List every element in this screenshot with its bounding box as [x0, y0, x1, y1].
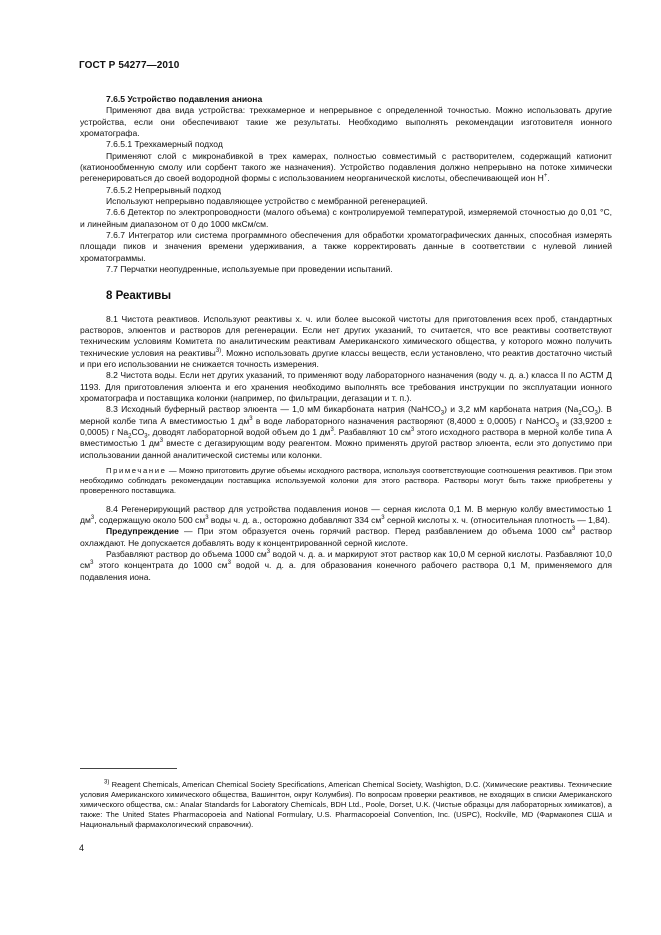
paragraph-8-2: 8.2 Чистота воды. Если нет других указаний, то применяют воду лабораторного назначения (воду ч. д. а.) класса II по АСТМ Д 1193. Для приготовления элюента и его хранения необходимо выполнять все требования инструкции по эксплуатации ионного хроматографа и поставщика колонки (например, по фильтрации, дегазации и т. п.).: [80, 370, 612, 403]
paragraph-8-3: 8.3 Исходный буферный раствор элюента — 1,0 мМ бикарбоната натрия (NaHCO$_3$) и 3,2 мМ карбоната натрия $(Na_2CO_3)$. В мерной колбе типа А вместимостью 1 $дм^3$ в воде лабораторного назначения растворяют (8,4000 ± 0,0005) г NaHCO$_3$ и (33,9200 ± 0,0005) г $Na_2CO_3$, доводят лабораторной водой объем до 1 $дм^3$. Разбавляют 10 $см^3$ этого исходного раствора в мерной колбе типа А вместимостью 1 $дм^3$ вместе с дегазирующим воду реагентом. Можно применять другой раствор элюента, если это допустимо при использовании данной аналитической системы или колонки.: [80, 404, 613, 460]
warning-paragraph: Предупреждение — При этом образуется очень горячий раствор. Перед разбавлением до объема 1000 $см^3$ раствор охлаждают. Не допускается добавлять воду к концентрированной серной кислоте.: [80, 526, 612, 548]
footnote-divider: [80, 768, 177, 769]
footnote-reference: 3): [215, 347, 222, 354]
section-7-6-5-1-title: 7.6.5.1 Трехкамерный подход: [106, 139, 223, 150]
paragraph-7-6-5-2: Используют непрерывно подавляющее устройство с мембранной регенерацией.: [106, 196, 428, 207]
paragraph-8-4: 8.4 Регенерирующий раствор для устройства подавления ионов — серная кислота 0,1 М. В мерную колбу вместимостью 1 $дм^3$, содержащую около 500 $см^3$ воды ч. д. а., осторожно добавляют 334 $см^3$ серной кислоты х. ч. (относительная плотность — 1,84).: [80, 503, 612, 525]
footnote-marker: 3): [104, 779, 110, 786]
paragraph-7-6-7: 7.6.7 Интегратор или система программного обеспечения для обработки хроматографических данных, способная измерять площади пиков и значения времени удерживания, а также корректировать данные в соответствии с нулевой линией хроматограммы.: [80, 230, 612, 263]
section-7-6-5-2-title: 7.6.5.2 Непрерывный подход: [106, 184, 221, 195]
section-8-heading: 8 Реактивы: [106, 289, 172, 302]
footnote-3: $^{3)}$ Reagent Chemicals, American Chemical Society Specifications, American Chemical Society, Washigton, D.C. (Химические реактивы. Технические условия Американского химического общества, Вашингтон, округ Колумбия). По вопросам проверки реактивов, не входящих в списки Американского химического общества, см.: Analar Standards for Laboratory Chemicals, BDH Ltd., Poole, Dorset, U.K. (Чистые образцы для лабораторных химикатов), а также: The United States Pharmacopoeia and National Formulary, U.S. Pharmacopoeial Convention, Inc. (USPC), Rockville, MD (Фармакопея США и Национальный фармакологический справочник).: [80, 779, 612, 829]
paragraph-8-4-dilution: Разбавляют раствор до объема 1000 $см^3$ водой ч. д. а. и маркируют этот раствор как 10,0 М серной кислоты. Разбавляют 10,0 $см^3$ этого концентрата до 1000 $см^3$ водой ч. д. а. для образования конечного рабочего раствора 0,1 М, применяемого для подавления иона.: [80, 548, 613, 582]
note-label: Примечание: [106, 465, 167, 475]
warning-label: Предупреждение: [106, 526, 179, 537]
paragraph-7-6-5: Применяют два вида устройства: трехкамерное и непрерывное с определенной точностью. Можно использовать другие устройства, если они обеспечивают такие же результаты. Необходимо выполнять рекомендации изготовителя ионного хроматографа.: [80, 105, 612, 139]
paragraph-7-7: 7.7 Перчатки неопудренные, используемые при проведении испытаний.: [106, 264, 393, 275]
section-7-6-5-title: 7.6.5 Устройство подавления аниона: [106, 94, 263, 104]
paragraph-7-6-6: 7.6.6 Детектор по электропроводности (малого объема) с контролируемой температурой, измеряемой сточностью до 0,01 °С, и линейным диапазоном от 0 до 1000 мкСм/см.: [80, 207, 612, 229]
page-number: 4: [79, 843, 85, 853]
paragraph-8-1: 8.1 Чистота реактивов. Используют реактивы х. ч. или более высокой чистоты для приготовления всех проб, стандартных растворов, элюентов и растворов для регенерации. Если нет других указаний, то считается, что все реактивы соответствуют техническим условиям Комитета по аналитическим реактивам Американского химического общества, у которого можно получить технические условия на реактивы$^{3)}$. Можно использовать другие классы веществ, если установлено, что реактив достаточно чистый и при его использовании не снижается точность измерения.: [80, 313, 612, 369]
document-code-header: ГОСТ Р 54277—2010: [79, 60, 180, 71]
main-content: [80, 94, 612, 583]
note-8-3: Примечание — Можно приготовить другие объемы исходного раствора, используя соответствующие соотношения реактивов. При этом необходимо соблюдать рекомендации поставщика используемой колонки для этого раствора. Растворы могут быть также приобретены у проверенного поставщика.: [80, 465, 612, 496]
paragraph-7-6-5-1: Применяют слой с микронабивкой в трех камерах, полностью совместимый с растворителем, содержащий катионит (катионообменную смолу или сорбент такого же назначения). Устройство подавления должно непрерывно на потоке химически регенерироваться до своей водородной формы с использованием неорганической кислоты, обеспечивающей ион H+.: [80, 150, 612, 184]
